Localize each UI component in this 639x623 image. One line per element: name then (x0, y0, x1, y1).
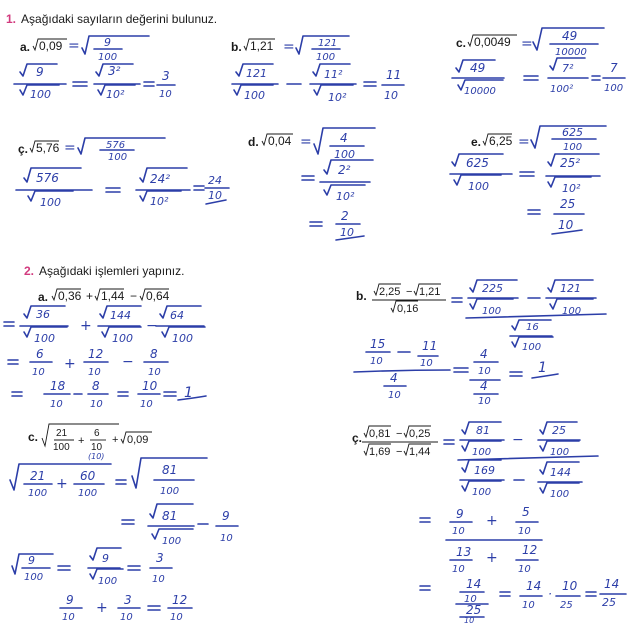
problem-2b-r2-num2: 11 (422, 339, 438, 353)
problem-2a-r3-den3: 10 (140, 399, 153, 410)
problem-1b-res-num: 11 (386, 68, 402, 82)
problem-1a-expr: 0,09 (39, 39, 63, 53)
problem-1e-eq: = (518, 134, 530, 150)
problem-2cc-h-den13: 25 (602, 596, 616, 609)
problem-1c-rhs-den: 10000 (555, 47, 587, 58)
problem-2c-h-den7: 100 (98, 576, 118, 587)
problem-2a-r2-op2: − (122, 354, 134, 370)
problem-2cc-h-num11: 14 (526, 579, 542, 593)
problem-2b-r2-num1: 15 (370, 337, 386, 351)
problem-1b-s2-num: 11² (324, 68, 343, 81)
problem-1c-eq: = (521, 36, 533, 52)
problem-2c (10, 424, 238, 623)
problem-2cc-h-num8: 12 (522, 543, 538, 557)
problem-2cc-h-num9: 14 (466, 577, 482, 591)
problem-2cc-h-den9: 10 (464, 594, 477, 605)
problem-1a (14, 36, 175, 101)
problem-1b-s1-den: 100 (244, 89, 265, 102)
problem-2c-letter: c. (28, 430, 39, 444)
problem-2a-r1-den1: 100 (34, 332, 55, 345)
problem-1e-rhs-num: 625 (562, 126, 583, 139)
problem-2c-h-num11: 12 (172, 593, 188, 607)
problem-2c-h-den8: 10 (152, 574, 165, 585)
problem-2c-h-num5: 9 (222, 509, 230, 523)
problem-2cc-h-den10: 10 (464, 616, 475, 623)
problem-1b-s1-num: 121 (246, 67, 267, 80)
problem-1a-letter: a. (20, 40, 31, 54)
problem-2cc-h-num1: 81 (476, 424, 490, 437)
problem-1e-s1-den: 100 (468, 180, 489, 193)
problem-2a-r2-op1: + (64, 356, 76, 372)
problem-2c-op: + (78, 435, 85, 447)
problem-1b (231, 36, 404, 104)
problem-2b-letter: b. (356, 289, 367, 303)
problem-1cc-res-num: 24 (208, 174, 222, 187)
problem-2b-h-num1: 225 (482, 282, 503, 295)
problem-2c-h-den2: 100 (78, 488, 98, 499)
problem-2a (4, 289, 206, 410)
problem-2cc-h-den3: 100 (472, 487, 492, 498)
problem-2b-r2-den3: 10 (388, 390, 401, 401)
problem-2a-r3-num3: 10 (142, 379, 158, 393)
problem-1c-s2-num: 7² (562, 62, 574, 75)
problem-2a-op2: − (130, 289, 138, 303)
problem-1cc-expr: 5,76 (36, 141, 60, 155)
problem-2a-r3-num2: 8 (92, 379, 100, 393)
problem-2a-r1-num3: 64 (170, 309, 184, 322)
problem-1e (450, 126, 606, 234)
problem-1e-letter: e. (471, 135, 482, 149)
problem-2b-h-den3: 100 (522, 342, 542, 353)
problem-2c-h-den5: 10 (220, 533, 233, 544)
problem-2cc-num-op: − (396, 428, 403, 440)
problem-1b-rhs-den: 100 (316, 52, 336, 63)
problem-2cc-h-den11: 10 (522, 600, 535, 611)
problem-1a-s1-num: 9 (36, 65, 44, 79)
problem-1c-s1-den: 10000 (464, 86, 496, 97)
problem-1a-s2-den: 10² (106, 88, 125, 101)
problem-2c-h-den4: 100 (162, 536, 182, 547)
problem-2c-h-num3: 81 (162, 463, 178, 477)
problem-2c-h-den11: 10 (170, 612, 183, 623)
problem-1a-eq: = (68, 38, 80, 54)
problem-2a-r1-op1: + (80, 318, 92, 334)
problem-1a-s1-den: 100 (30, 88, 51, 101)
problem-2c-h-num9: 9 (66, 593, 74, 607)
problem-2a-t3: 0,64 (146, 289, 170, 303)
problem-2cc-h-num6: 5 (522, 505, 530, 519)
problem-2cc-num-t2: 0,25 (409, 428, 431, 440)
problem-1cc (16, 138, 229, 209)
problem-2cc-h-den1: 100 (472, 447, 492, 458)
problem-1e-res-num: 25 (560, 197, 576, 211)
problem-1c-res-num: 7 (610, 61, 618, 75)
problem-1e-s2-den: 10² (562, 182, 581, 195)
problem-2cc-h-den7: 10 (452, 564, 465, 575)
problem-2b-r2-num5: 4 (480, 379, 488, 393)
problem-2cc-den-t2: 1,44 (409, 446, 431, 458)
problem-1a-s2-num: 3² (108, 64, 121, 78)
problem-2b (354, 280, 606, 407)
problem-2c-h-den6: 100 (24, 572, 44, 583)
problem-1a-rhs-num: 9 (104, 36, 111, 49)
problem-1d (248, 128, 375, 240)
problem-1c-s1-num: 49 (470, 61, 486, 75)
problem-2cc-h-den8: 10 (518, 564, 531, 575)
problem-1b-res-den: 10 (384, 89, 398, 102)
problem-2cc-h-num2: 25 (552, 424, 566, 437)
problem-1e-s2-num: 25² (560, 156, 581, 170)
problem-1a-res-num: 3 (162, 69, 170, 83)
problem-2cc-h-den12: 25 (560, 600, 573, 611)
problem-2c-h-op2: + (96, 600, 108, 616)
problem-2b-r2-den2: 10 (420, 358, 433, 369)
problem-2c-h-num6: 9 (28, 554, 35, 567)
section-2-number: 2. (24, 264, 35, 278)
problem-2cc-h-num7: 13 (456, 545, 472, 559)
problem-2a-r3-result: 1 (184, 385, 193, 401)
problem-2b-h-den1: 100 (482, 306, 502, 317)
section-1-number: 1. (6, 12, 17, 26)
problem-1b-rhs-num: 121 (318, 38, 338, 49)
problem-1cc-rhs-den: 100 (108, 152, 128, 163)
problem-1cc-res-den: 10 (208, 189, 222, 202)
problem-2a-r2-den1: 10 (32, 367, 45, 378)
problem-2c-op2: + (112, 434, 119, 446)
problem-2c-h-op: + (56, 476, 68, 492)
problem-1cc-rhs-num: 576 (106, 140, 126, 151)
problem-1d-s1-num: 2² (338, 163, 351, 177)
problem-2b-r2-den5: 10 (478, 396, 491, 407)
problem-2a-t1: 0,36 (58, 289, 82, 303)
problem-2c-h-num2: 60 (80, 469, 96, 483)
problem-2a-letter: a. (38, 290, 49, 304)
problem-1d-expr: 0,04 (268, 134, 292, 148)
problem-2cc-h-op1: − (512, 432, 524, 448)
problem-2a-r3-num1: 18 (50, 379, 66, 393)
problem-2cc-h-num3: 169 (474, 464, 495, 477)
problem-2c-f1-num: 21 (56, 428, 68, 439)
problem-2b-num-op: − (406, 286, 413, 298)
problem-1d-rhs-num: 4 (340, 131, 348, 145)
problem-2a-r1-op2: − (146, 318, 158, 334)
problem-2b-r2-den4: 10 (478, 366, 491, 377)
problem-1e-res-den: 10 (558, 218, 574, 232)
problem-2cc-h-den6: 10 (518, 526, 531, 537)
problem-2cc-h-den4: 100 (550, 489, 570, 500)
section-1-title: Aşağıdaki sayıların değerini bulunuz. (21, 12, 218, 26)
problem-1d-res-den: 10 (340, 226, 354, 239)
problem-2cc-dot: · (548, 587, 552, 601)
problem-2cc-den-op: − (396, 446, 403, 458)
problem-1c-expr: 0,0049 (474, 35, 511, 49)
problem-1cc-s1-den: 100 (40, 196, 61, 209)
problem-1c-rhs-num: 49 (562, 29, 578, 43)
problem-1c-letter: c. (456, 36, 467, 50)
problem-2c-f2-num: 6 (94, 428, 100, 439)
problem-2b-r2-result: 1 (538, 360, 547, 376)
problem-1cc-s2-num: 24² (150, 172, 171, 186)
problem-1e-expr: 6,25 (489, 134, 513, 148)
section-2-title: Aşağıdaki işlemleri yapınız. (39, 264, 185, 278)
problem-1c (452, 28, 625, 97)
problem-1cc-s1-num: 576 (36, 171, 59, 185)
problem-2a-r2-num3: 8 (150, 347, 158, 361)
problem-1a-rhs-den: 100 (98, 52, 118, 63)
problem-1d-s1-den: 10² (336, 190, 355, 203)
problem-2cc-h-num4: 144 (550, 466, 571, 479)
problem-2c-f1-den: 100 (53, 442, 70, 453)
problem-2a-op1: + (86, 289, 94, 303)
problem-2b-r2-den1: 10 (370, 356, 383, 367)
problem-2b-h-num3: 16 (526, 322, 539, 333)
problem-2c-h-den3: 100 (160, 486, 180, 497)
problem-2cc-num-t1: 0,81 (369, 428, 391, 440)
problem-2cc-h-op2: + (486, 513, 498, 529)
problem-2cc-den-t1: 1,69 (369, 446, 391, 458)
problem-2a-r1-num1: 36 (36, 308, 50, 321)
problem-2b-r2-num3: 4 (390, 371, 398, 385)
problem-2c-h-den10: 10 (120, 612, 133, 623)
problem-2cc-h-den5: 10 (452, 526, 465, 537)
problem-2a-r1-den3: 100 (172, 332, 193, 345)
problem-2b-h-num2: 121 (560, 282, 581, 295)
problem-2c-h-den9: 10 (62, 612, 75, 623)
problem-2c-h-num8: 3 (156, 551, 164, 565)
problem-1c-res-den: 100 (604, 83, 624, 94)
problem-2c-h-num1: 21 (30, 469, 46, 483)
problem-2a-r1-num2: 144 (110, 309, 131, 322)
problem-2a-r2-den3: 10 (148, 367, 161, 378)
problem-2a-t2: 1,44 (101, 289, 125, 303)
problem-2c-h-num10: 3 (124, 593, 132, 607)
problem-1d-res-num: 2 (341, 209, 349, 223)
problem-2c-h-den1: 100 (28, 488, 48, 499)
problem-1d-letter: d. (248, 135, 259, 149)
problem-2b-den: 0,16 (397, 303, 419, 315)
problem-2cc-h-op3: + (486, 550, 498, 566)
problem-2c-f2-den: 10 (91, 442, 103, 453)
problem-1c-s2-den: 100² (550, 84, 574, 95)
problem-1d-eq: = (300, 134, 312, 150)
problem-1cc-s2-den: 10² (150, 195, 169, 208)
problem-2b-h-den2: 100 (562, 306, 582, 317)
problem-2cc (352, 422, 626, 623)
problem-2cc-letter: ç. (352, 431, 363, 445)
problem-2c-h-num4: 81 (162, 509, 178, 523)
problem-1cc-eq: = (64, 140, 76, 156)
problem-2a-r2-den2: 10 (88, 367, 101, 378)
problem-2cc-h-num5: 9 (456, 507, 464, 521)
problem-1cc-letter: ç. (18, 142, 29, 156)
problem-2b-r2-num4: 4 (480, 347, 488, 361)
problem-1a-res-den: 10 (159, 89, 172, 100)
problem-1e-rhs-den: 100 (563, 142, 583, 153)
problem-1d-rhs-den: 100 (334, 148, 355, 161)
problem-1b-expr: 1,21 (250, 39, 274, 53)
problem-2a-r3-den2: 10 (90, 399, 103, 410)
problem-2c-h-num7: 9 (102, 552, 109, 565)
problem-1b-s2-den: 10² (328, 91, 347, 104)
problem-1e-s1-num: 625 (466, 156, 489, 170)
problem-2b-num-t2: 1,21 (419, 286, 441, 298)
problem-2cc-h-num13: 14 (604, 577, 620, 591)
problem-1b-letter: b. (231, 40, 242, 54)
problem-2a-r1-den2: 100 (112, 332, 133, 345)
problem-2cc-h-num10: 25 (466, 603, 482, 617)
problem-2b-num-t1: 2,25 (379, 286, 401, 298)
problem-2cc-h-den2: 100 (550, 447, 570, 458)
problem-2cc-h-num12: 10 (562, 579, 578, 593)
problem-2a-r3-den1: 10 (50, 399, 63, 410)
problem-1b-eq: = (283, 39, 295, 55)
problem-2a-r2-num1: 6 (36, 347, 44, 361)
problem-2c-f2-note: (10) (88, 452, 105, 461)
problem-2a-r2-num2: 12 (88, 347, 104, 361)
problem-2c-t3: 0,09 (127, 434, 149, 446)
